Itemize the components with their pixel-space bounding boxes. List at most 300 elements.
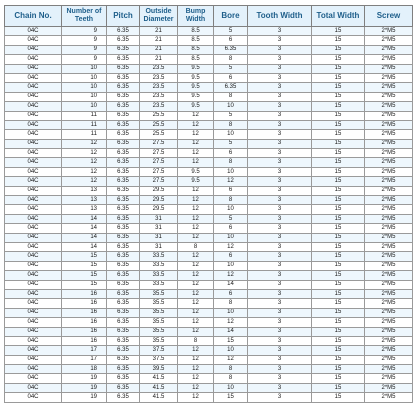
bump-width-cell: 8 — [178, 242, 214, 251]
bump-width-cell: 12 — [178, 196, 214, 205]
tooth-width-cell: 3 — [248, 64, 312, 73]
table-row — [5, 55, 413, 64]
tooth-width-cell: 3 — [248, 327, 312, 336]
outside-diameter-cell: 33.5 — [140, 261, 178, 270]
bump-width-cell: 12 — [178, 120, 214, 129]
pitch-cell: 6.35 — [107, 73, 140, 82]
bump-width-cell: 12 — [178, 233, 214, 242]
chain-no-cell: 04C — [5, 196, 62, 205]
table-row — [5, 261, 413, 270]
chain-no-cell: 04C — [5, 102, 62, 111]
pitch-cell: 6.35 — [107, 252, 140, 261]
bore-cell: 12 — [214, 242, 248, 251]
chain-no-cell: 04C — [5, 242, 62, 251]
bore-cell: 15 — [214, 393, 248, 402]
chain-no-cell: 04C — [5, 158, 62, 167]
bump-width-cell: 8.5 — [178, 27, 214, 36]
outside-diameter-cell: 25.5 — [140, 111, 178, 120]
bump-width-cell: 12 — [178, 261, 214, 270]
chain-no-cell: 04C — [5, 45, 62, 54]
outside-diameter-cell: 23.5 — [140, 64, 178, 73]
chain-no-cell: 04C — [5, 318, 62, 327]
tooth-width-cell: 3 — [248, 261, 312, 270]
tooth-width-cell: 3 — [248, 196, 312, 205]
tooth-width-cell: 3 — [248, 111, 312, 120]
teeth-cell: 19 — [62, 393, 107, 402]
teeth-cell: 17 — [62, 355, 107, 364]
outside-diameter-cell: 21 — [140, 45, 178, 54]
pitch-cell: 6.35 — [107, 92, 140, 101]
outside-diameter-cell: 29.5 — [140, 186, 178, 195]
tooth-width-cell: 3 — [248, 73, 312, 82]
pitch-cell: 6.35 — [107, 365, 140, 374]
outside-diameter-cell: 35.5 — [140, 327, 178, 336]
outside-diameter-cell: 39.5 — [140, 365, 178, 374]
teeth-cell: 14 — [62, 233, 107, 242]
table-row — [5, 271, 413, 280]
bore-cell: 6 — [214, 73, 248, 82]
bump-width-cell: 9.5 — [178, 102, 214, 111]
table-row — [5, 308, 413, 317]
teeth-cell: 14 — [62, 242, 107, 251]
pitch-cell: 6.35 — [107, 224, 140, 233]
total-width-cell: 15 — [312, 214, 365, 223]
chain-no-cell: 04C — [5, 139, 62, 148]
bump-width-cell: 12 — [178, 365, 214, 374]
tooth-width-cell: 3 — [248, 393, 312, 402]
outside-diameter-cell: 23.5 — [140, 92, 178, 101]
outside-diameter-cell: 29.5 — [140, 196, 178, 205]
bore-cell: 10 — [214, 167, 248, 176]
bore-cell: 10 — [214, 346, 248, 355]
screw-cell: 2*M5 — [365, 271, 413, 280]
pitch-cell: 6.35 — [107, 393, 140, 402]
table-row — [5, 224, 413, 233]
chain-no-cell: 04C — [5, 64, 62, 73]
bump-width-cell: 12 — [178, 271, 214, 280]
table-row — [5, 177, 413, 186]
outside-diameter-cell: 33.5 — [140, 271, 178, 280]
teeth-cell: 16 — [62, 308, 107, 317]
table-row — [5, 139, 413, 148]
teeth-cell: 12 — [62, 139, 107, 148]
tooth-width-cell: 3 — [248, 45, 312, 54]
bump-width-cell: 9.5 — [178, 73, 214, 82]
chain-no-cell: 04C — [5, 83, 62, 92]
bore-cell: 8 — [214, 92, 248, 101]
pitch-cell: 6.35 — [107, 308, 140, 317]
teeth-cell: 13 — [62, 186, 107, 195]
column-header-bump-width: Bump Width — [178, 6, 214, 27]
teeth-cell: 9 — [62, 27, 107, 36]
tooth-width-cell: 3 — [248, 120, 312, 129]
total-width-cell: 15 — [312, 336, 365, 345]
screw-cell: 2*M5 — [365, 336, 413, 345]
pitch-cell: 6.35 — [107, 130, 140, 139]
outside-diameter-cell: 29.5 — [140, 205, 178, 214]
bore-cell: 5 — [214, 27, 248, 36]
sprocket-spec-table — [4, 5, 413, 403]
teeth-cell: 15 — [62, 261, 107, 270]
bore-cell: 8 — [214, 365, 248, 374]
chain-no-cell: 04C — [5, 374, 62, 383]
screw-cell: 2*M5 — [365, 299, 413, 308]
outside-diameter-cell: 31 — [140, 224, 178, 233]
teeth-cell: 18 — [62, 365, 107, 374]
tooth-width-cell: 3 — [248, 55, 312, 64]
outside-diameter-cell: 41.5 — [140, 383, 178, 392]
pitch-cell: 6.35 — [107, 196, 140, 205]
chain-no-cell: 04C — [5, 130, 62, 139]
screw-cell: 2*M5 — [365, 280, 413, 289]
chain-no-cell: 04C — [5, 308, 62, 317]
screw-cell: 2*M5 — [365, 205, 413, 214]
bump-width-cell: 12 — [178, 252, 214, 261]
bump-width-cell: 8.5 — [178, 36, 214, 45]
pitch-cell: 6.35 — [107, 242, 140, 251]
pitch-cell: 6.35 — [107, 299, 140, 308]
table-row — [5, 393, 413, 402]
pitch-cell: 6.35 — [107, 261, 140, 270]
tooth-width-cell: 3 — [248, 318, 312, 327]
outside-diameter-cell: 31 — [140, 214, 178, 223]
chain-no-cell: 04C — [5, 271, 62, 280]
bump-width-cell: 12 — [178, 224, 214, 233]
teeth-cell: 11 — [62, 120, 107, 129]
table-row — [5, 205, 413, 214]
tooth-width-cell: 3 — [248, 27, 312, 36]
chain-no-cell: 04C — [5, 327, 62, 336]
outside-diameter-cell: 25.5 — [140, 130, 178, 139]
pitch-cell: 6.35 — [107, 336, 140, 345]
chain-no-cell: 04C — [5, 186, 62, 195]
total-width-cell: 15 — [312, 289, 365, 298]
tooth-width-cell: 3 — [248, 280, 312, 289]
chain-no-cell: 04C — [5, 177, 62, 186]
chain-no-cell: 04C — [5, 214, 62, 223]
outside-diameter-cell: 27.5 — [140, 149, 178, 158]
screw-cell: 2*M5 — [365, 214, 413, 223]
screw-cell: 2*M5 — [365, 383, 413, 392]
chain-no-cell: 04C — [5, 27, 62, 36]
tooth-width-cell: 3 — [248, 139, 312, 148]
chain-no-cell: 04C — [5, 224, 62, 233]
total-width-cell: 15 — [312, 242, 365, 251]
outside-diameter-cell: 27.5 — [140, 167, 178, 176]
bump-width-cell: 12 — [178, 318, 214, 327]
table-row — [5, 149, 413, 158]
pitch-cell: 6.35 — [107, 111, 140, 120]
teeth-cell: 9 — [62, 55, 107, 64]
teeth-cell: 10 — [62, 64, 107, 73]
pitch-cell: 6.35 — [107, 233, 140, 242]
outside-diameter-cell: 35.5 — [140, 308, 178, 317]
bump-width-cell: 12 — [178, 289, 214, 298]
total-width-cell: 15 — [312, 186, 365, 195]
total-width-cell: 15 — [312, 45, 365, 54]
table-row — [5, 299, 413, 308]
teeth-cell: 19 — [62, 383, 107, 392]
total-width-cell: 15 — [312, 139, 365, 148]
screw-cell: 2*M5 — [365, 393, 413, 402]
tooth-width-cell: 3 — [248, 242, 312, 251]
pitch-cell: 6.35 — [107, 186, 140, 195]
screw-cell: 2*M5 — [365, 92, 413, 101]
total-width-cell: 15 — [312, 355, 365, 364]
outside-diameter-cell: 23.5 — [140, 102, 178, 111]
teeth-cell: 16 — [62, 289, 107, 298]
screw-cell: 2*M5 — [365, 242, 413, 251]
bump-width-cell: 8.5 — [178, 55, 214, 64]
screw-cell: 2*M5 — [365, 73, 413, 82]
table-row — [5, 336, 413, 345]
outside-diameter-cell: 33.5 — [140, 280, 178, 289]
bore-cell: 10 — [214, 102, 248, 111]
chain-no-cell: 04C — [5, 299, 62, 308]
screw-cell: 2*M5 — [365, 177, 413, 186]
outside-diameter-cell: 23.5 — [140, 83, 178, 92]
teeth-cell: 11 — [62, 130, 107, 139]
screw-cell: 2*M5 — [365, 365, 413, 374]
chain-no-cell: 04C — [5, 355, 62, 364]
total-width-cell: 15 — [312, 261, 365, 270]
tooth-width-cell: 3 — [248, 365, 312, 374]
table-row — [5, 289, 413, 298]
outside-diameter-cell: 35.5 — [140, 336, 178, 345]
bore-cell: 15 — [214, 336, 248, 345]
outside-diameter-cell: 21 — [140, 27, 178, 36]
outside-diameter-cell: 25.5 — [140, 120, 178, 129]
total-width-cell: 15 — [312, 55, 365, 64]
total-width-cell: 15 — [312, 149, 365, 158]
screw-cell: 2*M5 — [365, 102, 413, 111]
bore-cell: 12 — [214, 177, 248, 186]
tooth-width-cell: 3 — [248, 374, 312, 383]
screw-cell: 2*M5 — [365, 289, 413, 298]
tooth-width-cell: 3 — [248, 177, 312, 186]
table-body — [5, 27, 413, 403]
screw-cell: 2*M5 — [365, 261, 413, 270]
chain-no-cell: 04C — [5, 289, 62, 298]
column-header-outside-diameter: Outside Diameter — [140, 6, 178, 27]
teeth-cell: 11 — [62, 111, 107, 120]
total-width-cell: 15 — [312, 393, 365, 402]
bump-width-cell: 12 — [178, 111, 214, 120]
tooth-width-cell: 3 — [248, 308, 312, 317]
screw-cell: 2*M5 — [365, 318, 413, 327]
outside-diameter-cell: 31 — [140, 242, 178, 251]
bump-width-cell: 9.5 — [178, 83, 214, 92]
total-width-cell: 15 — [312, 233, 365, 242]
bore-cell: 6 — [214, 289, 248, 298]
total-width-cell: 15 — [312, 280, 365, 289]
outside-diameter-cell: 27.5 — [140, 177, 178, 186]
total-width-cell: 15 — [312, 73, 365, 82]
pitch-cell: 6.35 — [107, 120, 140, 129]
teeth-cell: 12 — [62, 158, 107, 167]
bore-cell: 12 — [214, 318, 248, 327]
total-width-cell: 15 — [312, 299, 365, 308]
bore-cell: 14 — [214, 280, 248, 289]
screw-cell: 2*M5 — [365, 120, 413, 129]
teeth-cell: 15 — [62, 271, 107, 280]
screw-cell: 2*M5 — [365, 64, 413, 73]
teeth-cell: 16 — [62, 299, 107, 308]
bore-cell: 8 — [214, 299, 248, 308]
pitch-cell: 6.35 — [107, 205, 140, 214]
pitch-cell: 6.35 — [107, 55, 140, 64]
chain-no-cell: 04C — [5, 383, 62, 392]
bump-width-cell: 12 — [178, 346, 214, 355]
column-header-screw: Screw — [365, 6, 413, 27]
bump-width-cell: 12 — [178, 205, 214, 214]
tooth-width-cell: 3 — [248, 299, 312, 308]
chain-no-cell: 04C — [5, 55, 62, 64]
bump-width-cell: 9.5 — [178, 64, 214, 73]
tooth-width-cell: 3 — [248, 205, 312, 214]
tooth-width-cell: 3 — [248, 383, 312, 392]
total-width-cell: 15 — [312, 167, 365, 176]
table-row — [5, 64, 413, 73]
chain-no-cell: 04C — [5, 36, 62, 45]
total-width-cell: 15 — [312, 83, 365, 92]
teeth-cell: 14 — [62, 214, 107, 223]
table-row — [5, 346, 413, 355]
teeth-cell: 10 — [62, 73, 107, 82]
tooth-width-cell: 3 — [248, 130, 312, 139]
pitch-cell: 6.35 — [107, 214, 140, 223]
screw-cell: 2*M5 — [365, 252, 413, 261]
total-width-cell: 15 — [312, 36, 365, 45]
bump-width-cell: 12 — [178, 158, 214, 167]
pitch-cell: 6.35 — [107, 36, 140, 45]
pitch-cell: 6.35 — [107, 149, 140, 158]
outside-diameter-cell: 35.5 — [140, 299, 178, 308]
table-row — [5, 83, 413, 92]
pitch-cell: 6.35 — [107, 64, 140, 73]
chain-no-cell: 04C — [5, 261, 62, 270]
table-row — [5, 327, 413, 336]
pitch-cell: 6.35 — [107, 346, 140, 355]
screw-cell: 2*M5 — [365, 346, 413, 355]
outside-diameter-cell: 21 — [140, 55, 178, 64]
outside-diameter-cell: 37.5 — [140, 346, 178, 355]
table-row — [5, 158, 413, 167]
bump-width-cell: 8.5 — [178, 45, 214, 54]
table-row — [5, 196, 413, 205]
bore-cell: 8 — [214, 374, 248, 383]
column-header-total-width: Total Width — [312, 6, 365, 27]
tooth-width-cell: 3 — [248, 252, 312, 261]
table-row — [5, 27, 413, 36]
tooth-width-cell: 3 — [248, 102, 312, 111]
screw-cell: 2*M5 — [365, 55, 413, 64]
table-row — [5, 355, 413, 364]
teeth-cell: 15 — [62, 252, 107, 261]
total-width-cell: 15 — [312, 365, 365, 374]
teeth-cell: 12 — [62, 149, 107, 158]
screw-cell: 2*M5 — [365, 139, 413, 148]
bump-width-cell: 12 — [178, 355, 214, 364]
bore-cell: 10 — [214, 308, 248, 317]
bump-width-cell: 12 — [178, 149, 214, 158]
teeth-cell: 16 — [62, 318, 107, 327]
outside-diameter-cell: 35.5 — [140, 289, 178, 298]
pitch-cell: 6.35 — [107, 27, 140, 36]
screw-cell: 2*M5 — [365, 27, 413, 36]
table-row — [5, 130, 413, 139]
pitch-cell: 6.35 — [107, 383, 140, 392]
total-width-cell: 15 — [312, 111, 365, 120]
pitch-cell: 6.35 — [107, 271, 140, 280]
bump-width-cell: 9.5 — [178, 177, 214, 186]
screw-cell: 2*M5 — [365, 45, 413, 54]
bore-cell: 14 — [214, 327, 248, 336]
column-header-chain-no: Chain No. — [5, 6, 62, 27]
screw-cell: 2*M5 — [365, 355, 413, 364]
outside-diameter-cell: 23.5 — [140, 73, 178, 82]
table-row — [5, 383, 413, 392]
screw-cell: 2*M5 — [365, 36, 413, 45]
outside-diameter-cell: 27.5 — [140, 139, 178, 148]
screw-cell: 2*M5 — [365, 374, 413, 383]
outside-diameter-cell: 41.5 — [140, 374, 178, 383]
tooth-width-cell: 3 — [248, 83, 312, 92]
teeth-cell: 15 — [62, 280, 107, 289]
table-row — [5, 45, 413, 54]
screw-cell: 2*M5 — [365, 196, 413, 205]
chain-no-cell: 04C — [5, 149, 62, 158]
bump-width-cell: 12 — [178, 393, 214, 402]
bore-cell: 6 — [214, 36, 248, 45]
chain-no-cell: 04C — [5, 120, 62, 129]
chain-no-cell: 04C — [5, 393, 62, 402]
bump-width-cell: 12 — [178, 186, 214, 195]
screw-cell: 2*M5 — [365, 158, 413, 167]
pitch-cell: 6.35 — [107, 158, 140, 167]
table-row — [5, 36, 413, 45]
bore-cell: 10 — [214, 261, 248, 270]
chain-no-cell: 04C — [5, 365, 62, 374]
pitch-cell: 6.35 — [107, 327, 140, 336]
chain-no-cell: 04C — [5, 336, 62, 345]
outside-diameter-cell: 41.5 — [140, 393, 178, 402]
teeth-cell: 9 — [62, 45, 107, 54]
table-row — [5, 365, 413, 374]
bore-cell: 6 — [214, 186, 248, 195]
outside-diameter-cell: 21 — [140, 36, 178, 45]
bump-width-cell: 12 — [178, 214, 214, 223]
bump-width-cell: 12 — [178, 327, 214, 336]
bump-width-cell: 12 — [178, 299, 214, 308]
screw-cell: 2*M5 — [365, 149, 413, 158]
teeth-cell: 10 — [62, 92, 107, 101]
bore-cell: 5 — [214, 64, 248, 73]
total-width-cell: 15 — [312, 252, 365, 261]
chain-no-cell: 04C — [5, 205, 62, 214]
chain-no-cell: 04C — [5, 73, 62, 82]
bore-cell: 6 — [214, 252, 248, 261]
pitch-cell: 6.35 — [107, 289, 140, 298]
chain-no-cell: 04C — [5, 280, 62, 289]
table-row — [5, 233, 413, 242]
outside-diameter-cell: 27.5 — [140, 158, 178, 167]
chain-no-cell: 04C — [5, 233, 62, 242]
tooth-width-cell: 3 — [248, 158, 312, 167]
bore-cell: 8 — [214, 158, 248, 167]
chain-no-cell: 04C — [5, 346, 62, 355]
tooth-width-cell: 3 — [248, 271, 312, 280]
